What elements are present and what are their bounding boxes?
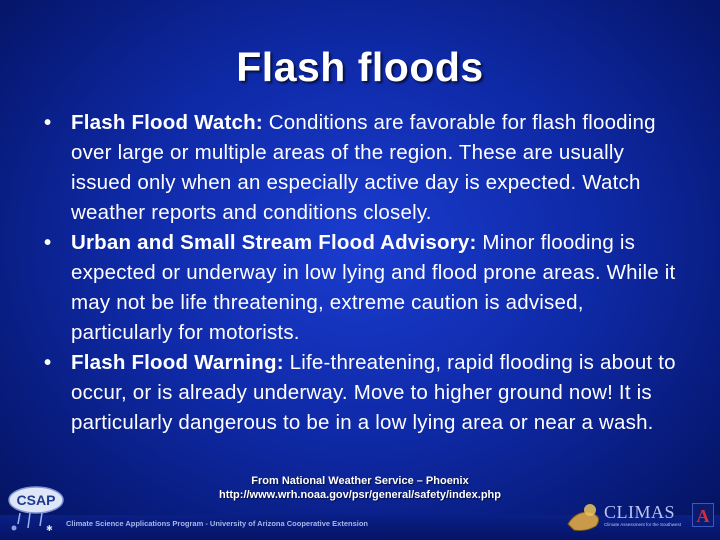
svg-text:✱: ✱ — [46, 524, 53, 533]
csap-logo-text: CSAP — [16, 492, 56, 508]
bullet-text: Life-threatening, rapid flooding is about to occur, or is already underway. Move to higher ground now! It is particularly dangerous to be in a low lying area or near a wash. — [71, 351, 676, 434]
bullet-list — [44, 108, 684, 438]
bullet-item — [44, 228, 684, 348]
bullet-glyph: • — [44, 351, 52, 374]
source-citation — [160, 474, 560, 502]
bullet-item — [44, 348, 684, 438]
footer-text: Climate Science Applications Program - University of Arizona Cooperative Extension — [66, 519, 369, 528]
bullet-text: Conditions are favorable for flash flooding over large or multiple areas of the region. These are usually issued only when an especially active day is expected. Watch weather reports and conditions closely. — [71, 111, 656, 224]
source-line: From National Weather Service – Phoenix — [251, 475, 469, 487]
bullet-item — [44, 108, 684, 228]
source-url: http://www.wrh.noaa.gov/psr/general/safety/index.php — [219, 489, 501, 501]
bullet-term: Flash Flood Watch: — [71, 111, 263, 134]
bullet-glyph: • — [44, 231, 52, 254]
csap-logo — [6, 484, 66, 536]
arizona-logo-letter: A — [696, 506, 710, 526]
bullet-text: Minor flooding is expected or underway in low lying and flood prone areas. While it may not be life threatening, extreme caution is advised, particularly for motorists. — [71, 231, 676, 344]
climas-logo-text: CLIMAS — [604, 502, 676, 522]
climas-tagline: Climate Assessment for the Southwest — [604, 522, 682, 527]
bullet-glyph: • — [44, 111, 52, 134]
arizona-logo — [692, 503, 714, 527]
bullet-term: Flash Flood Warning: — [71, 351, 284, 374]
bullet-term: Urban and Small Stream Flood Advisory: — [71, 231, 477, 254]
slide-title: Flash floods — [236, 44, 484, 90]
